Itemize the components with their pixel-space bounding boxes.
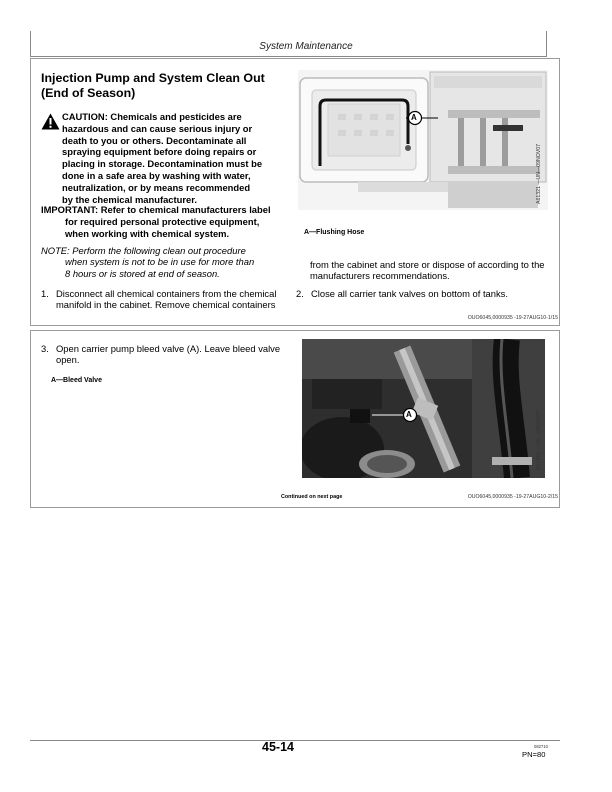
step-2 [296,288,546,299]
step-1 [41,288,286,311]
note-line: when system is not to be in use for more than [65,256,255,268]
continued-note: Continued on next page [281,494,343,500]
caution-line: hazardous and can cause serious injury or [62,122,253,134]
note-lead: NOTE: Perform the following clean out procedure [41,245,246,256]
section-title: Injection Pump and System Clean Out (End of Season) [41,71,265,100]
figure-caption: A—Bleed Valve [51,377,102,384]
callout-label: A [411,113,417,122]
important-lead: IMPORTANT: Refer to chemical manufacturers label [41,204,271,215]
caution-line: neutralization, or by means recommended [62,181,251,193]
reference-code: OUO6045,0000935 -19-27AUG10-2/15 [467,494,558,500]
note-text [41,245,286,279]
callout-label: A [406,410,412,419]
page-sequence: PN=80 [522,750,546,759]
step-text: Disconnect all chemical containers from the chemical manifold in the cabinet. Remove chemical containers [56,288,277,311]
step-text: Open carrier pump bleed valve (A). Leave bleed valve open. [56,343,281,366]
caution-line: placing in storage. Decontamination must be [62,158,263,170]
caution-line: done in a safe area by washing with water, [62,169,251,181]
figure-id: A61321 —UN—09NOV07 [536,144,542,204]
figure-bleed-valve [302,339,545,478]
important-text [41,204,286,239]
step-number: 3. [41,343,49,354]
running-header: System Maintenance [259,41,353,52]
caution-lead: CAUTION: Chemicals and pesticides are [62,111,242,122]
page-number: 45-14 [262,740,294,754]
important-line: for required personal protective equipment, [65,215,260,227]
figure-id: A61269 —UN—09NOV07 [536,410,542,470]
reference-code: OUO6045,0000935 -19-27AUG10-1/15 [467,315,558,321]
footer-code: 082710 [534,744,548,749]
caution-line: death to you or others. Decontaminate all [62,134,247,146]
step-1-continued: from the cabinet and store or dispose of according to the manufacturers recommendations. [310,259,545,282]
caution-text [41,111,286,205]
important-line: when working with chemical system. [65,227,230,239]
figure-caption: A—Flushing Hose [304,229,365,236]
pump-photo-illustration [302,339,545,478]
step-text: Close all carrier tank valves on bottom of tanks. [311,288,508,299]
step-number: 2. [296,288,304,299]
step-3 [41,343,291,366]
caution-line: spraying equipment before doing repairs or [62,146,257,158]
step-number: 1. [41,288,49,299]
header-rule [30,56,547,57]
figure-flushing-hose [298,70,548,210]
cabinet-illustration [298,70,548,210]
caution-line: by the chemical manufacturer. [62,193,197,205]
note-line: 8 hours or is stored at end of season. [65,267,220,279]
